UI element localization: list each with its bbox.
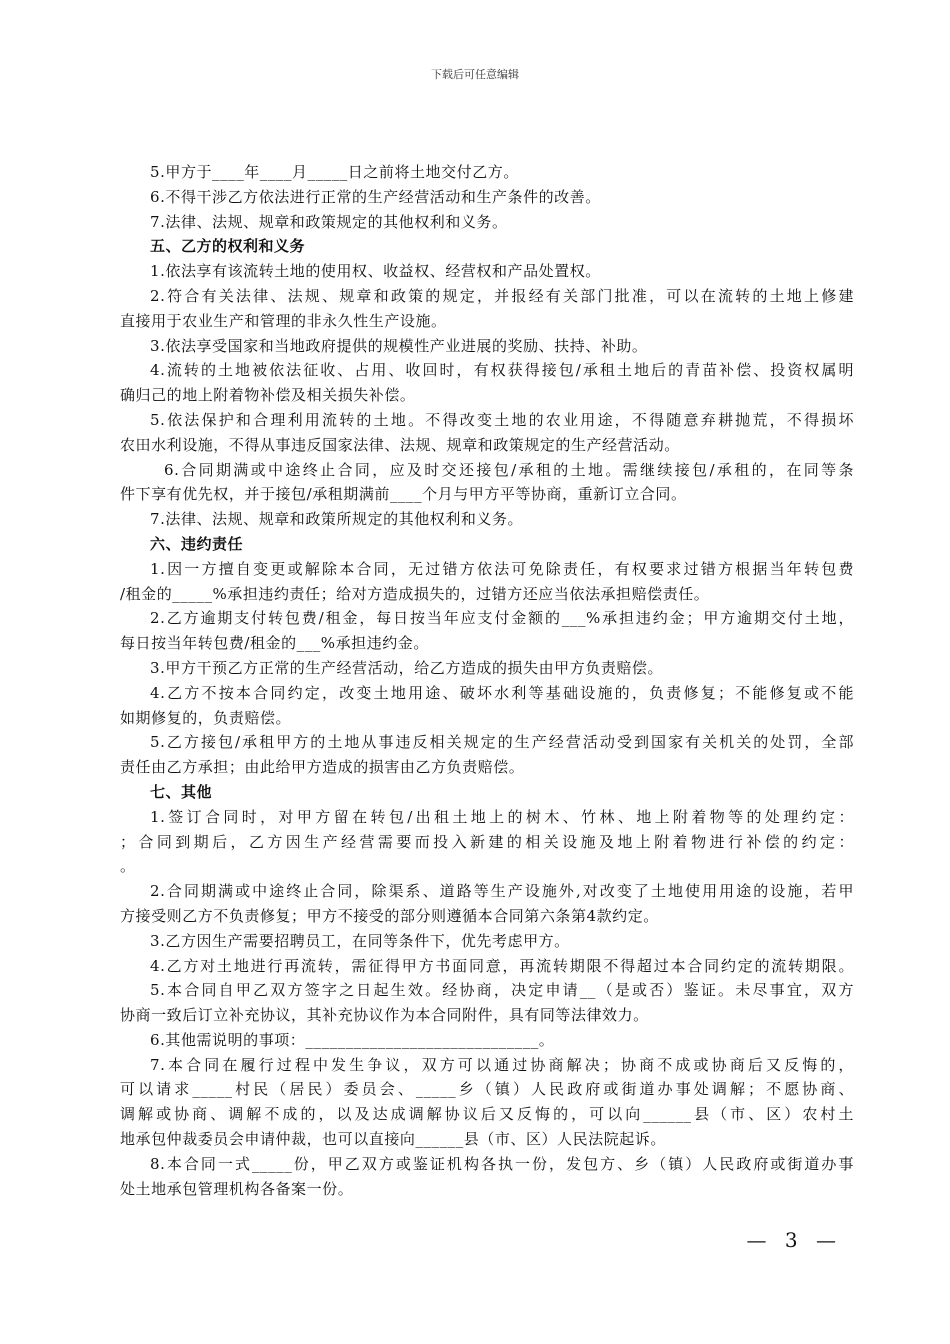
text-line: 处土地承包管理机构各备案一份。 xyxy=(120,1179,354,1198)
text-line: 调解或协商、调解不成的，以及达成调解协议后又反悔的，可以向______县（市、区）农村土 xyxy=(120,1105,854,1124)
page-number: — 3 — xyxy=(746,1228,842,1252)
text-line: 责任由乙方承担；由此给甲方造成的损害由乙方负责赔偿。 xyxy=(120,758,525,777)
text-line: 件下享有优先权，并于接包/承租期满前____个月与甲方平等协商，重新订立合同。 xyxy=(120,485,687,504)
text-line: 4.流转的土地被依法征收、占用、收回时，有权获得接包/承租土地后的青苗补偿、投资权属明 xyxy=(150,361,854,380)
text-line: 6.合同期满或中途终止合同，应及时交还接包/承租的土地。需继续接包/承租的，在同等条 xyxy=(164,460,854,479)
text-line: 7.法律、法规、规章和政策规定的其他权利和义务。 xyxy=(150,212,508,231)
text-line: ；合同到期后，乙方因生产经营需要而投入新建的相关设施及地上附着物进行补偿的约定： xyxy=(120,832,854,851)
text-line: 1.签订合同时，对甲方留在转包/出租土地上的树木、竹林、地上附着物等的处理约定： xyxy=(150,807,854,826)
text-line: 7.本合同在履行过程中发生争议，双方可以通过协商解决；协商不成或协商后又反悔的， xyxy=(150,1055,854,1074)
text-line: 可以请求_____村民（居民）委员会、_____乡（镇）人民政府或街道办事处调解；不愿协商、 xyxy=(120,1080,854,1099)
section-heading: 六、违约责任 xyxy=(150,534,244,553)
text-line: 每日按当年转包费/租金的___%承担违约金。 xyxy=(120,634,429,653)
text-line: 。 xyxy=(120,857,136,876)
text-line: 1.因一方擅自变更或解除本合同，无过错方依法可免除责任，有权要求过错方根据当年转包费 xyxy=(150,559,854,578)
text-line: 地承包仲裁委员会申请仲裁，也可以直接向______县（市、区）人民法院起诉。 xyxy=(120,1130,666,1149)
text-line: 1.依法享有该流转土地的使用权、收益权、经营权和产品处置权。 xyxy=(150,262,601,281)
text-line: 5.依法保护和合理利用流转的土地。不得改变土地的农业用途，不得随意弃耕抛荒，不得损坏 xyxy=(150,410,854,429)
section-heading: 五、乙方的权利和义务 xyxy=(150,237,306,256)
text-line: 4.乙方对土地进行再流转，需征得甲方书面同意，再流转期限不得超过本合同约定的流转期限。 xyxy=(150,956,854,975)
text-line: 2.符合有关法律、法规、规章和政策的规定，并报经有关部门批准，可以在流转的土地上修建 xyxy=(150,286,854,305)
text-line: 方接受则乙方不负责修复；甲方不接受的部分则遵循本合同第六条第4款约定。 xyxy=(120,906,659,925)
text-line: 3.乙方因生产需要招聘员工，在同等条件下，优先考虑甲方。 xyxy=(150,931,570,950)
text-line: /租金的_____%承担违约责任；给对方造成损失的，过错方还应当依法承担赔偿责任。 xyxy=(120,584,710,603)
section-heading: 七、其他 xyxy=(150,782,213,801)
text-line: 2.合同期满或中途终止合同，除渠系、道路等生产设施外,对改变了土地使用用途的设施，若甲 xyxy=(150,882,854,901)
text-line: 8.本合同一式_____份，甲乙双方或鉴证机构各执一份，发包方、乡（镇）人民政府或街道办事 xyxy=(150,1154,854,1173)
text-line: 2.乙方逾期支付转包费/租金，每日按当年应支付金额的___%承担违约金；甲方逾期交付土地， xyxy=(150,609,854,628)
text-line: 3.依法享受国家和当地政府提供的规模性产业进展的奖励、扶持、补助。 xyxy=(150,336,648,355)
text-line: 5.本合同自甲乙双方签字之日起生效。经协商，决定申请__（是或否）鉴证。未尽事宜，双方 xyxy=(150,981,854,1000)
text-line: 6.不得干涉乙方依法进行正常的生产经营活动和生产条件的改善。 xyxy=(150,187,601,206)
text-line: 7.法律、法规、规章和政策所规定的其他权利和义务。 xyxy=(150,510,524,529)
text-line: 如期修复的，负责赔偿。 xyxy=(120,708,292,727)
text-line: 确归己的地上附着物补偿及相关损失补偿。 xyxy=(120,386,416,405)
document-body xyxy=(120,160,854,1201)
text-line: 6.其他需说明的事项：_____________________________。 xyxy=(150,1030,555,1049)
page-header: 下载后可任意编辑 xyxy=(431,68,519,81)
text-line: 协商一致后订立补充协议，其补充协议作为本合同附件，具有同等法律效力。 xyxy=(120,1006,649,1025)
text-line: 农田水利设施，不得从事违反国家法律、法规、规章和政策规定的生产经营活动。 xyxy=(120,435,680,454)
text-line: 4.乙方不按本合同约定，改变土地用途、破坏水利等基础设施的，负责修复；不能修复或不能 xyxy=(150,683,854,702)
text-line: 直接用于农业生产和管理的非永久性生产设施。 xyxy=(120,311,447,330)
text-line: 5.甲方于____年____月_____日之前将土地交付乙方。 xyxy=(150,163,519,181)
text-line: 3.甲方干预乙方正常的生产经营活动，给乙方造成的损失由甲方负责赔偿。 xyxy=(150,658,664,677)
text-line: 5.乙方接包/承租甲方的土地从事违反相关规定的生产经营活动受到国家有关机关的处罚，全部 xyxy=(150,733,854,752)
